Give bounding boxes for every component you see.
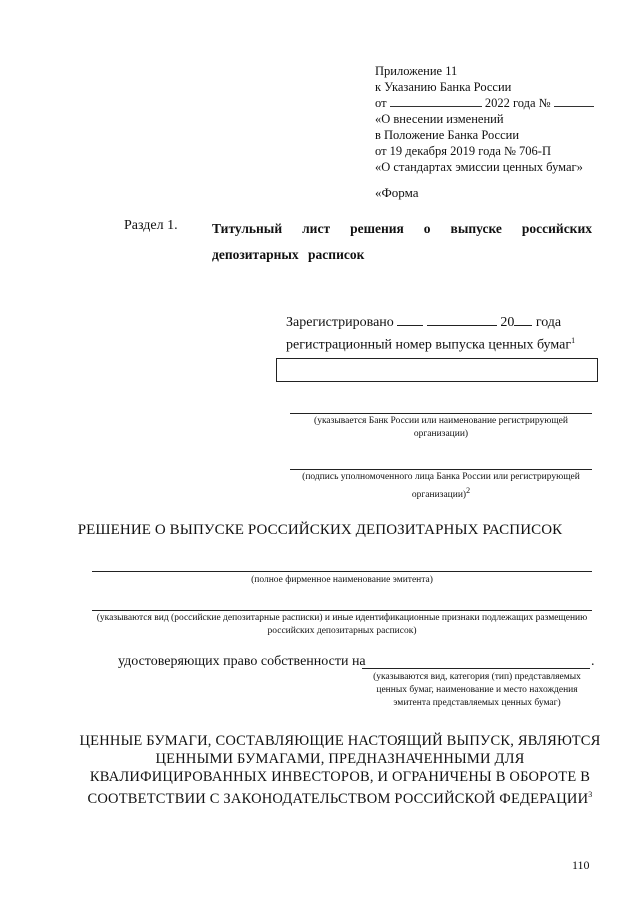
- section-title: Титульный лист решения о выпуске российских депозитарных расписок: [212, 221, 592, 262]
- authority-line: [290, 413, 592, 414]
- main-title: РЕШЕНИЕ О ВЫПУСКЕ РОССИЙСКИХ ДЕПОЗИТАРНЫХ РАСПИСОК: [77, 522, 563, 538]
- year-prefix: 20: [500, 315, 515, 330]
- signature-caption: [300, 471, 582, 502]
- appendix-date-prefix: от: [375, 96, 387, 110]
- month-blank: [427, 313, 497, 326]
- year-blank: [514, 313, 532, 326]
- appendix-line: «О стандартах эмиссии ценных бумаг»: [375, 160, 583, 174]
- appendix-line: «О внесении изменений: [375, 112, 504, 126]
- footnote-mark: 3: [588, 790, 593, 799]
- reg-number-box[interactable]: [276, 358, 598, 382]
- ownership-caption: (указываются вид, категория (тип) представляемых ценных бумаг, наименование и место нахождения эмитента представляемых ценных бумаг): [373, 672, 581, 708]
- ownership-blank: [362, 668, 590, 669]
- appendix-date-mid: 2022 года №: [484, 96, 551, 110]
- reg-number-label: [286, 336, 575, 354]
- year-suffix: года: [535, 315, 562, 330]
- footnote-mark: 1: [571, 336, 576, 345]
- registration-line: [286, 313, 561, 331]
- ownership-period: .: [591, 654, 595, 669]
- day-blank: [397, 313, 423, 326]
- appendix-line: к Указанию Банка России: [375, 80, 512, 94]
- reg-number-text: регистрационный номер выпуска ценных бумаг: [286, 337, 572, 353]
- qualified-investors-text: ЦЕННЫЕ БУМАГИ, СОСТАВЛЯЮЩИЕ НАСТОЯЩИЙ ВЫПУСК, ЯВЛЯЮТСЯ ЦЕННЫМИ БУМАГАМИ, ПРЕДНАЗНАЧЕННЫМИ ДЛЯ КВАЛИФИЦИРОВАННЫХ ИНВЕСТОРОВ, И ОГРАНИЧЕНЫ В ОБОРОТЕ В СООТВЕТСТВИИ С ЗАКОНОДАТЕЛЬСТВОМ РОССИЙСКОЙ ФЕДЕРАЦИИ: [79, 733, 601, 807]
- page-number: 110: [572, 858, 590, 872]
- issuer-caption: (полное фирменное наименование эмитента): [251, 575, 433, 585]
- ownership-line: [118, 654, 366, 670]
- appendix-line: в Положение Банка России: [375, 128, 520, 142]
- type-caption: (указываются вид (российские депозитарные расписки) и иные идентификационные признаки подлежащих размещению российских депозитарных расписок): [96, 613, 588, 636]
- qualified-investors-heading: [70, 732, 610, 808]
- footnote-mark: 2: [466, 486, 471, 495]
- signature-caption-text: (подпись уполномоченного лица Банка России или регистрирующей организации): [302, 472, 580, 501]
- appendix-block: [375, 63, 594, 175]
- appendix-date-line: [375, 95, 594, 111]
- registered-label: Зарегистрировано: [286, 315, 394, 330]
- issuer-line: [92, 571, 592, 572]
- number-blank: [554, 95, 594, 107]
- section-label: Раздел 1.: [124, 218, 178, 233]
- form-label: «Форма: [375, 185, 419, 200]
- date-blank: [390, 95, 482, 107]
- ownership-text: удостоверяющих право собственности на: [118, 654, 366, 669]
- signature-line: [290, 469, 592, 470]
- type-line: [92, 610, 592, 611]
- appendix-line: Приложение 11: [375, 64, 458, 78]
- authority-caption: (указывается Банк России или наименование регистрирующей организации): [314, 416, 568, 439]
- appendix-line: от 19 декабря 2019 года № 706-П: [375, 144, 551, 158]
